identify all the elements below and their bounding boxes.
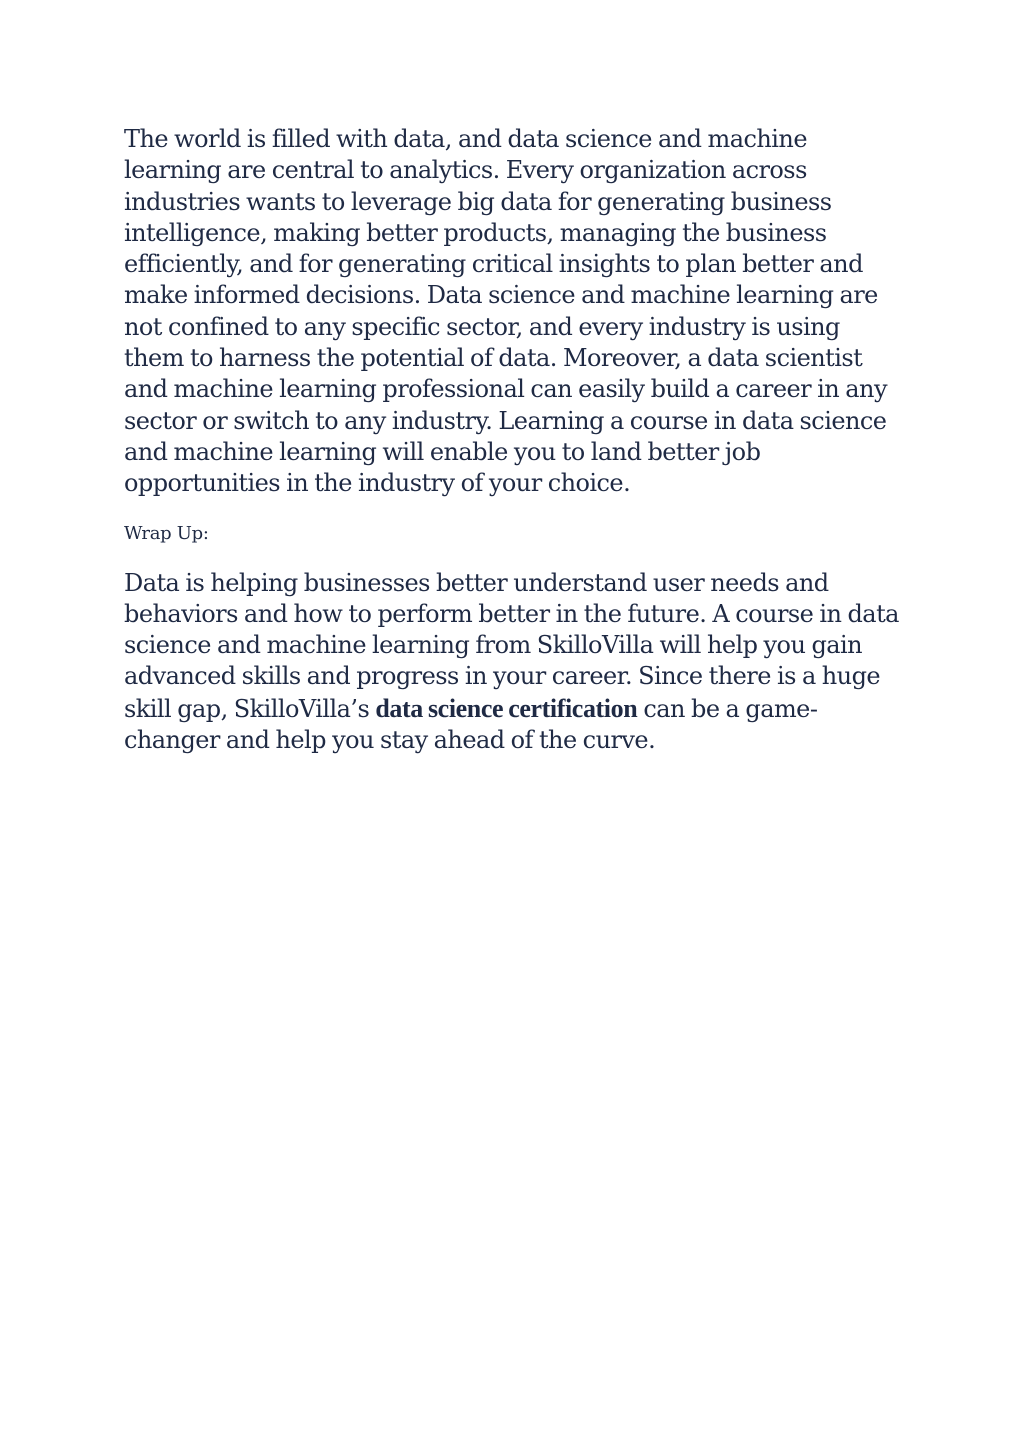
paragraph-data-science-intro: The world is filled with data, and data science and machine learning are central to analytics. Every organization across industries wants to leverage big data for generating business intelligence, making better products, managing the business efficiently, and for generating critical insights to plan better and make informed decisions. Data science and machine learning are not confined to any specific sector, and every industry is using them to harness the potential of data. Moreover, a data scientist and machine learning professional can easily build a career in any sector or switch to any industry. Learning a course in data science and machine learning will enable you to land better job opportunities in the industry of your choice. [124,125,887,498]
paragraph-wrap-up [124,568,904,757]
data-science-certification-link[interactable]: data science certification [375,693,638,723]
section-heading-wrap-up: Wrap Up: [124,522,209,544]
paragraph-wrap-up-text-end: can be a game-changer and help you stay ahead of the curve. [124,694,818,755]
document-content [124,124,904,756]
paragraph-wrap-up-text-start: Data is helping businesses better understand user needs and behaviors and how to perform better in the future. A course in data science and machine learning from SkilloVilla will help you gain advanced skills and progress in your career. Since there is a huge skill gap, SkilloVilla’s [124,568,899,723]
